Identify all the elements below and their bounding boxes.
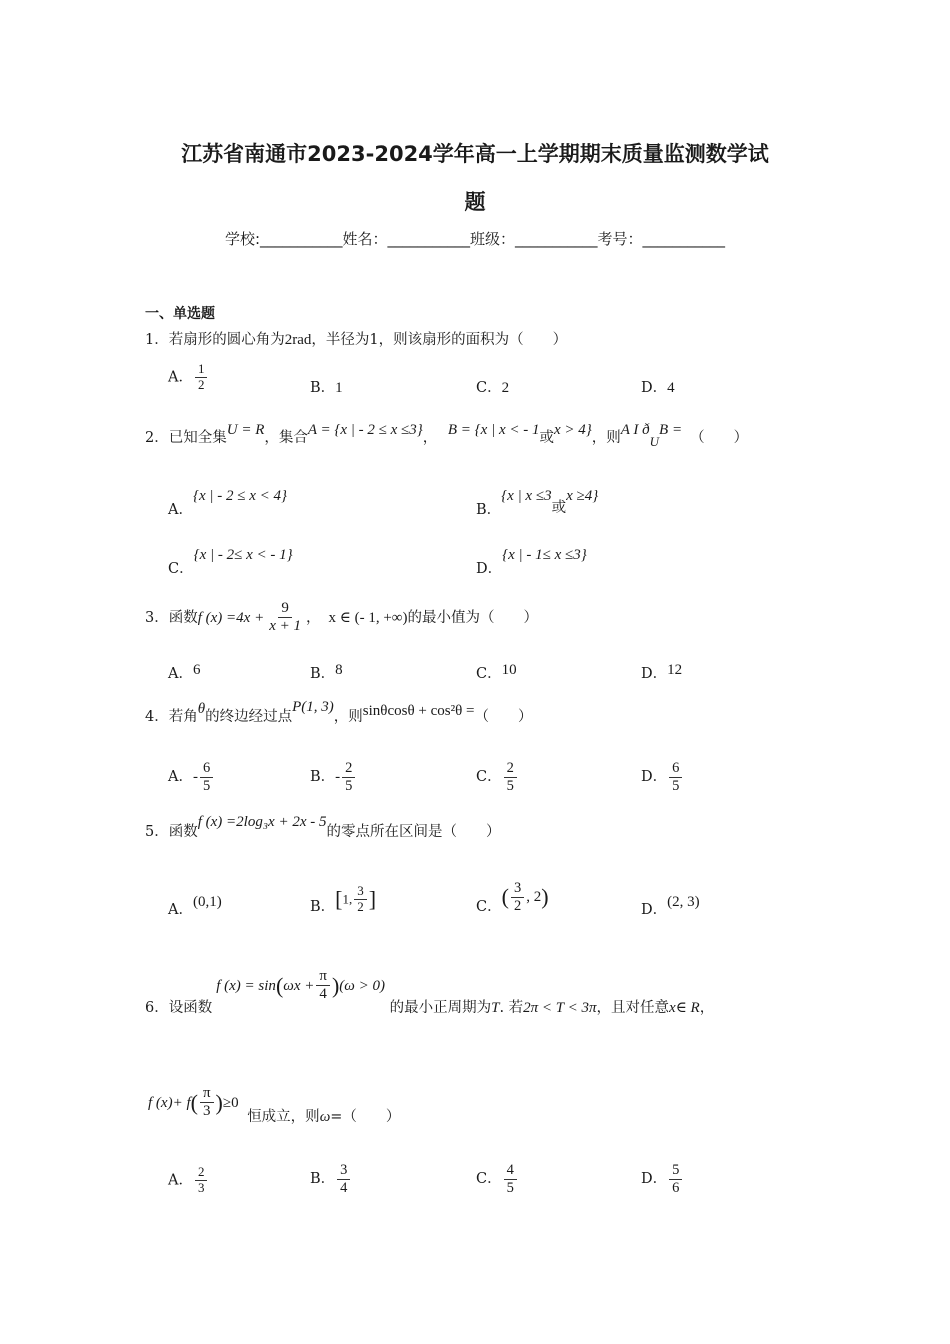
option-d: D． $\frac{5}{6}$ <box>641 1162 684 1196</box>
name-field: 姓名：___________ <box>342 230 471 248</box>
math-expr: x ∈ (- 1, +∞) <box>328 609 408 626</box>
option-b: B．[1, $\frac{3}{2}$ ] <box>310 883 377 916</box>
option-d: D．4 <box>641 380 675 396</box>
option-a: A． $\frac{1}{2}$ <box>168 362 209 393</box>
question-5: 5．函数f (x) =2log₃x + 2x - 5的零点所在区间是（ ） <box>145 814 501 840</box>
option-c: C．{x | - 2≤ x < - 1} <box>168 547 293 577</box>
fraction: $\frac{4}{5}$ <box>504 1162 517 1196</box>
math-expr: 2rad <box>284 332 312 348</box>
question-4: 4．若角θ的终边经过点P(1, 3)，则sinθcosθ + cos²θ =（ ） <box>145 699 533 725</box>
option-b: B．- $\frac{2}{5}$ <box>310 760 357 794</box>
question-2: 2．已知全集U = R，集合A = {x | - 2 ≤ x ≤3}， B = {x | x < - 1或x > 4}，则A I $ð_UB$ = （ ） <box>145 422 749 449</box>
question-text: ，半径为1，则该扇形的面积为（ ） <box>311 332 568 348</box>
math-expr: P(1, 3) <box>292 699 334 715</box>
student-info <box>0 228 950 249</box>
math-expr: A = {x | - 2 ≤ x ≤3} <box>307 422 423 438</box>
question-6-line2: f (x)+ f( $\frac{\pi}{3}$ )≥0 恒成立，则ω=（ ） <box>148 1085 401 1125</box>
option-a: A．- $\frac{6}{5}$ <box>168 760 215 794</box>
question-text: 若扇形的圆心角为 <box>168 332 285 348</box>
math-expr: A I ð <box>620 422 650 438</box>
math-expr: f (x)+ f <box>148 1094 191 1111</box>
math-expr: U = R <box>226 422 265 438</box>
math-expr: sinθcosθ + cos²θ = <box>362 703 475 719</box>
fraction: $\frac{2}{5}$ <box>342 760 355 794</box>
math-expr: f (x) =2log₃x + 2x - 5 <box>197 814 327 830</box>
fraction: $\frac{1}{2}$ <box>195 362 208 393</box>
math-expr: f (x) =4x + <box>197 609 265 626</box>
fraction: $\frac{6}{5}$ <box>669 760 682 794</box>
fraction: $\frac{5}{6}$ <box>669 1162 682 1196</box>
option-c: C．10 <box>476 662 517 682</box>
math-expr: x > 4} <box>553 422 592 438</box>
option-a: A．6 <box>168 662 201 682</box>
fraction: $\frac{3}{2}$ <box>511 880 524 914</box>
option-d: D．{x | - 1≤ x ≤3} <box>476 547 587 577</box>
option-d: D． $\frac{6}{5}$ <box>641 760 684 794</box>
option-b: B．1 <box>310 380 343 396</box>
page-title-line2: 题 <box>464 190 486 214</box>
option-b: B． $\frac{3}{4}$ <box>310 1162 352 1196</box>
question-number: 1． <box>145 332 169 348</box>
page-title: 江苏省南通市2023-2024学年高一上学期期末质量监测数学试 <box>181 142 769 166</box>
option-c: C． $\frac{2}{5}$ <box>476 760 519 794</box>
fraction: $\frac{9}{x + 1}$ <box>269 600 301 635</box>
fraction: $\frac{3}{4}$ <box>337 1162 350 1196</box>
fraction: $\frac{2}{3}$ <box>195 1165 208 1196</box>
class-field: 班级：___________ <box>470 230 598 248</box>
option-b: B．8 <box>310 662 343 682</box>
question-6: 6．设函数f (x) = sin(ωx + $\frac{\pi}{4}$ )(ω > 0) 的最小正周期为T. 若2π < T < 3π，且对任意x∈ R， <box>145 968 715 1016</box>
question-1 <box>145 328 567 349</box>
option-a: A．{x | - 2 ≤ x < 4} <box>168 488 288 518</box>
option-c: C．( $\frac{3}{2}$ , 2) <box>476 880 549 916</box>
option-d: D．(2, 3) <box>641 894 700 918</box>
school-field: 学校:___________ <box>224 230 343 248</box>
fraction: $\frac{6}{5}$ <box>200 760 213 794</box>
id-field: 考号：___________ <box>597 230 726 248</box>
fraction: $\frac{\pi}{4}$ <box>316 968 330 1004</box>
question-3: 3．函数f (x) =4x + $\frac{9}{x + 1}$ ， x ∈ (- 1, +∞)的最小值为（ ） <box>145 600 538 635</box>
option-b: B．{x | x ≤3或x ≥4} <box>476 488 599 518</box>
math-expr: f (x) = sin <box>216 977 276 994</box>
option-d: D．12 <box>641 662 683 682</box>
fraction: $\frac{3}{2}$ <box>354 884 367 915</box>
option-c: C． $\frac{4}{5}$ <box>476 1162 519 1196</box>
option-a: A．(0,1) <box>168 894 222 918</box>
fraction: $\frac{\pi}{3}$ <box>200 1085 214 1121</box>
section-heading: 一、单选题 <box>145 306 215 322</box>
option-c: C．2 <box>476 380 510 396</box>
math-expr: B = {x | x < - 1 <box>447 422 540 438</box>
option-a: A． $\frac{2}{3}$ <box>168 1165 209 1196</box>
fraction: $\frac{2}{5}$ <box>504 760 517 794</box>
